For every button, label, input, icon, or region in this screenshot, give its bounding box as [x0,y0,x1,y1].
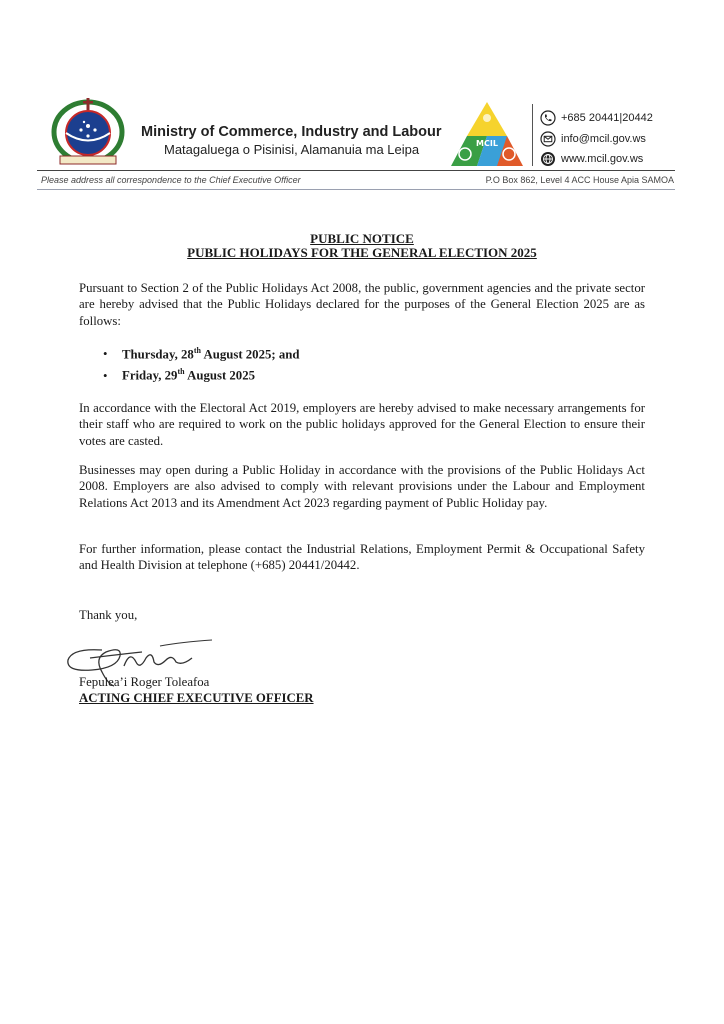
bullet: • [103,347,108,362]
mcil-logo [449,100,525,168]
closing: Thank you, [79,608,138,622]
contact-phone [540,110,653,126]
paragraph-electoral: In accordance with the Electoral Act 2019, employers are hereby advised to make necessary arrangements for their staff who are required to work on the public holidays approved for the General Election to ensure their votes are casted. [79,401,645,448]
samoa-coat-of-arms-logo [48,96,128,168]
contact-website-text: www.mcil.gov.ws [561,153,644,165]
vertical-divider [532,104,533,166]
holiday-item [103,363,299,384]
holiday-item [103,342,299,363]
contact-email [540,131,646,147]
contact-email-text: info@mcil.gov.ws [561,133,646,145]
contact-phone-text: +685 20441|20442 [561,112,653,124]
header-rule-lower [37,189,675,190]
holiday-date: Thursday, 28th August 2025; and [122,346,300,362]
email-icon [540,131,556,147]
paragraph-businesses: Businesses may open during a Public Holiday in accordance with the provisions of the Public Holidays Act 2008. Employers are also advised to comply with relevant provisions under the Labour and Employment Relations Act 2013 and its Amendment Act 2023 regarding payment of Public Holiday pay. [79,463,645,510]
phone-icon [540,110,556,126]
ministry-name: Ministry of Commerce, Industry and Labour [141,124,442,140]
ministry-name-samoan: Matagaluega o Pisinisi, Alamanuia ma Leipa [164,142,420,157]
letterhead [0,0,724,200]
paragraph-contact: For further information, please contact the Industrial Relations, Employment Permit & Occupational Safety and Health Division at telephone (+685) 20441/20442. [79,542,645,573]
holiday-list [103,342,299,385]
holiday-date: Friday, 29th August 2025 [122,367,255,383]
contact-website [540,151,643,167]
signer-name: Fepulea’i Roger Toleafoa [79,675,210,689]
notice-subtitle: PUBLIC HOLIDAYS FOR THE GENERAL ELECTION 2025 [187,245,537,260]
correspondence-note: Please address all correspondence to the Chief Executive Officer [41,175,301,185]
postal-address: P.O Box 862, Level 4 ACC House Apia SAMOA [485,175,674,185]
bullet: • [103,368,108,383]
mcil-logo-text: MCIL [476,139,498,148]
paragraph-intro: Pursuant to Section 2 of the Public Holidays Act 2008, the public, government agencies and the private sector are hereby advised that the Public Holidays declared for the purposes of the General Election 2025 are as follows: [79,281,645,328]
notice-title: PUBLIC NOTICE [310,231,414,246]
globe-icon [540,151,556,167]
header-rule [37,170,675,171]
signer-title: ACTING CHIEF EXECUTIVE OFFICER [79,691,314,705]
